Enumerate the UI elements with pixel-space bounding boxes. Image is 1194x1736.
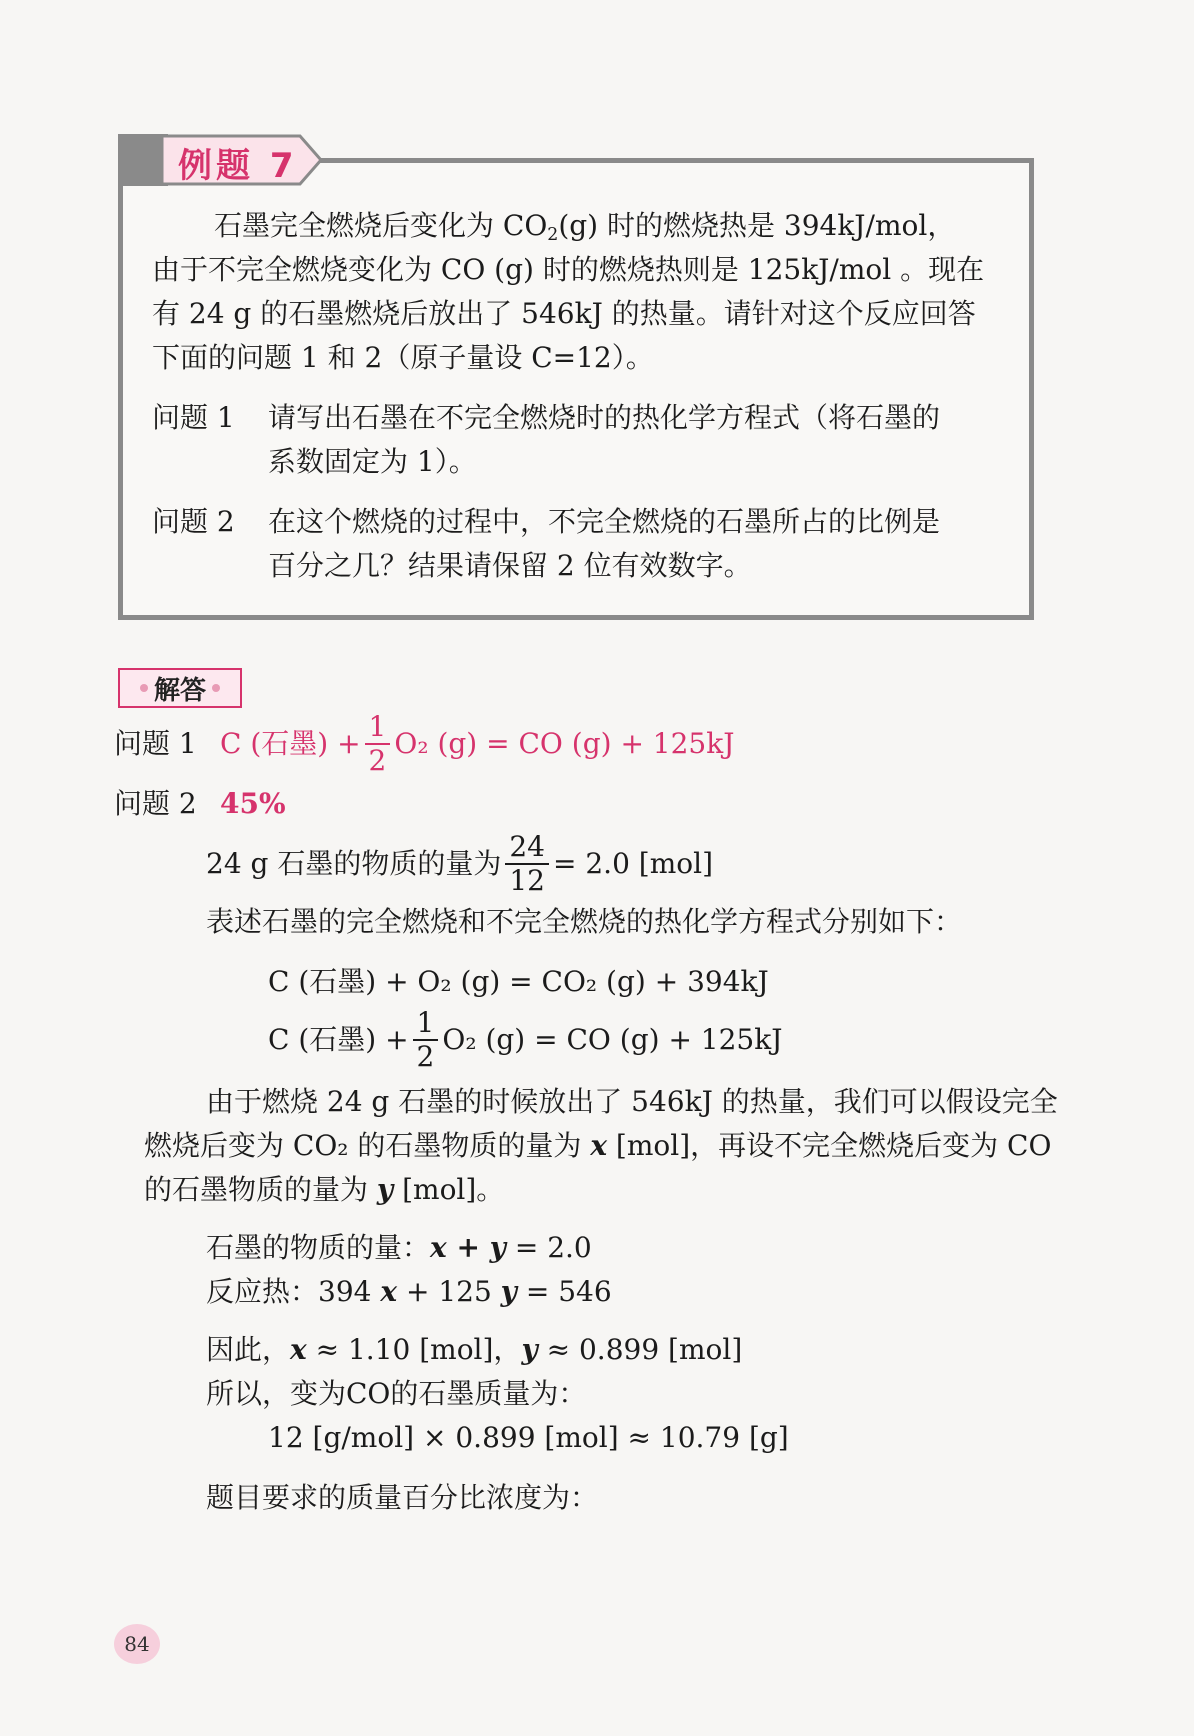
question-2-label: 问题 2 [152, 505, 235, 538]
equation-incomplete: C (石墨) + $\frac{1}{2}$ O₂ (g) = CO (g) + 125kJ [268, 1006, 783, 1073]
badge-dot-icon [212, 684, 220, 692]
question-2-line-1: 在这个燃烧的过程中，不完全燃烧的石墨所占的比例是 [268, 505, 941, 538]
answer-2-label: 问题 2 [114, 787, 197, 820]
paragraph-line-2: 燃烧后变为 CO₂ 的石墨物质的量为 x [mol]，再设不完全燃烧后变为 CO [144, 1129, 1052, 1162]
result-line-3: 12 [g/mol] × 0.899 [mol] ≈ 10.79 [g] [268, 1421, 789, 1454]
result-line-1: 因此，x ≈ 1.10 [mol]，y ≈ 0.899 [mol] [206, 1333, 743, 1366]
equation-complete: C (石墨) + O₂ (g) = CO₂ (g) + 394kJ [268, 965, 769, 998]
answer-1-label: 问题 1 [114, 727, 197, 760]
result-line-4: 题目要求的质量百分比浓度为： [206, 1481, 599, 1514]
equations-intro: 表述石墨的完全燃烧和不完全燃烧的热化学方程式分别如下： [206, 905, 963, 938]
example-intro-line-2: 由于不完全燃烧变化为 CO (g) 时的燃烧热则是 125kJ/mol 。现在 [152, 253, 985, 286]
answer-1-equation: C (石墨) + $\frac{1}{2}$ O₂ (g) = CO (g) + 125kJ [220, 710, 735, 777]
example-intro-line-3: 有 24 g 的石墨燃烧后放出了 546kJ 的热量。请针对这个反应回答 [152, 297, 976, 330]
system-equation-1: 石墨的物质的量：x + y = 2.0 [206, 1231, 592, 1264]
answer-badge: 解答 [118, 668, 242, 708]
question-1-label: 问题 1 [152, 401, 235, 434]
result-line-2: 所以，变为CO的石墨质量为： [206, 1377, 587, 1410]
question-1-line-2: 系数固定为 1）。 [268, 445, 477, 478]
question-2-line-2: 百分之几？结果请保留 2 位有效数字。 [268, 549, 752, 582]
example-title: 例题 7 [178, 146, 298, 186]
paragraph-line-1: 由于燃烧 24 g 石墨的时候放出了 546kJ 的热量，我们可以假设完全 [206, 1085, 1058, 1118]
paragraph-line-3: 的石墨物质的量为 y [mol]。 [144, 1173, 505, 1206]
page-number: 84 [114, 1624, 160, 1664]
question-1-line-1: 请写出石墨在不完全燃烧时的热化学方程式（将石墨的 [268, 401, 941, 434]
moles-line: 24 g 石墨的物质的量为 $\frac{24}{12}$ = 2.0 [mol] [206, 830, 714, 897]
system-equation-2: 反应热：394 x + 125 y = 546 [206, 1275, 612, 1308]
example-intro-line-1: 石墨完全燃烧后变化为 $CO_2(g)$ 时的燃烧热是 394kJ/mol， [214, 209, 956, 245]
answer-2-value: 45% [220, 787, 286, 820]
example-intro-line-4: 下面的问题 1 和 2（原子量设 C=12）。 [152, 341, 654, 374]
badge-dot-icon [140, 684, 148, 692]
